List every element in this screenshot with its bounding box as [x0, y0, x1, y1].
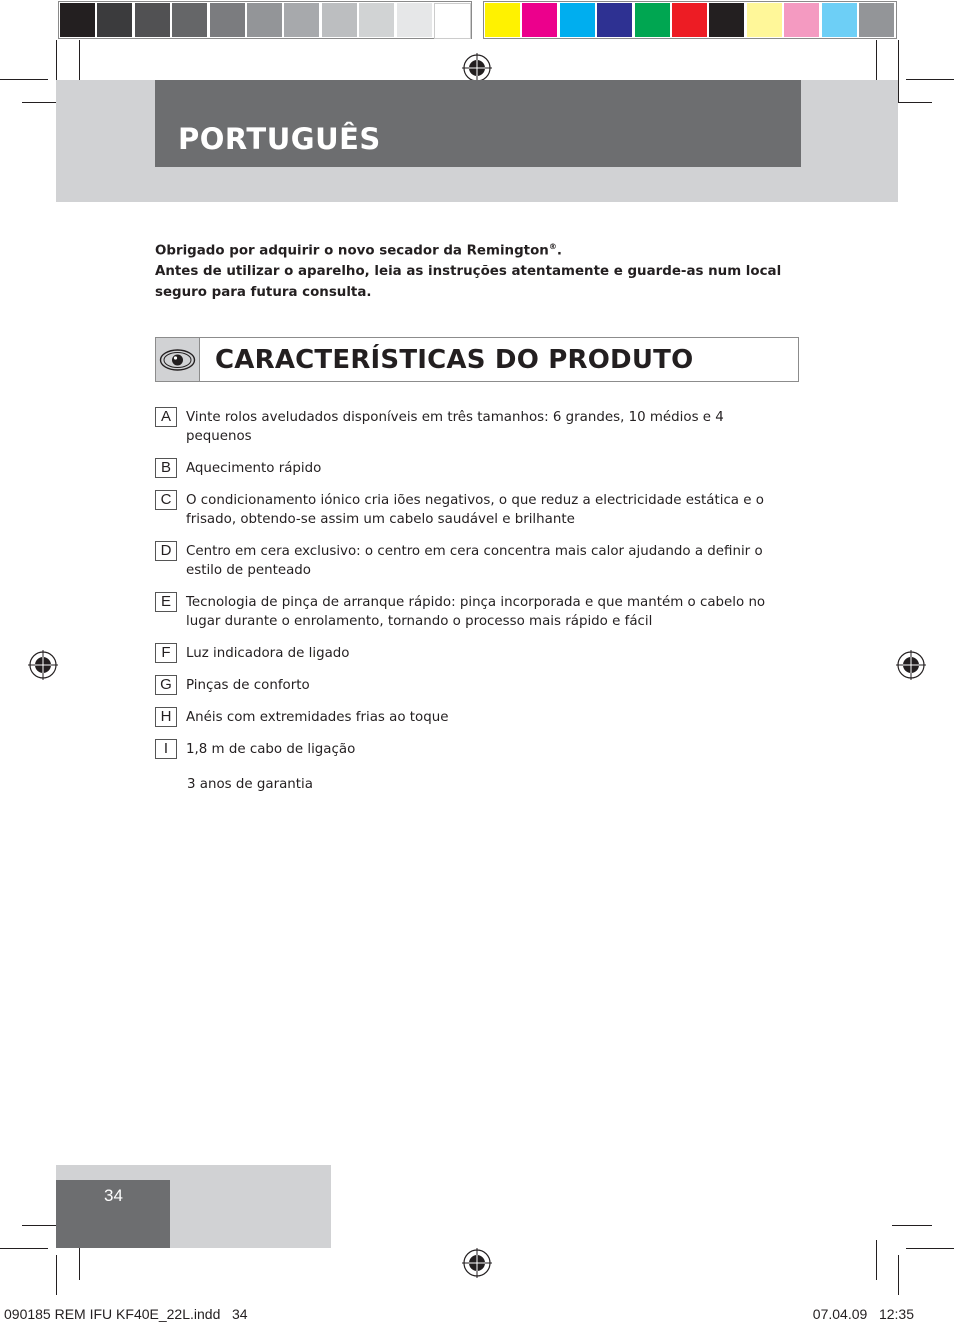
- page-number: 34: [104, 1186, 123, 1205]
- registration-mark-icon: [462, 53, 492, 83]
- process-swatch: [635, 3, 670, 37]
- gray-swatch: [135, 3, 170, 37]
- registration-mark-icon: [896, 650, 926, 680]
- gray-swatch: [97, 3, 132, 37]
- feature-text: Luz indicadora de ligado: [186, 646, 350, 661]
- gray-swatch: [60, 3, 95, 37]
- slug-filename: 090185 REM IFU KF40E_22L.indd 34: [4, 1306, 248, 1322]
- intro-line1: Obrigado por adquirir o novo secador da Remington: [155, 243, 549, 259]
- section-icon-box: [155, 337, 200, 382]
- registered-mark: ®: [548, 242, 557, 251]
- process-swatch: [822, 3, 857, 37]
- intro-line1-end: .: [556, 243, 562, 259]
- process-swatch: [784, 3, 819, 37]
- gray-swatch: [284, 3, 319, 37]
- gray-swatch: [247, 3, 282, 37]
- gray-swatch: [359, 3, 394, 37]
- feature-letter: B: [155, 458, 177, 478]
- feature-text: Vinte rolos aveludados disponíveis em três tamanhos: 6 grandes, 10 médios e 4 pequenos: [186, 410, 724, 444]
- feature-letter: C: [155, 490, 177, 510]
- feature-letter: D: [155, 541, 177, 561]
- feature-text: Aquecimento rápido: [186, 461, 322, 476]
- feature-letter: H: [155, 707, 177, 727]
- process-swatch: [597, 3, 632, 37]
- process-swatch: [522, 3, 557, 37]
- gray-swatch: [210, 3, 245, 37]
- language-title: PORTUGUÊS: [178, 122, 381, 156]
- process-swatch: [859, 3, 894, 37]
- section-title: CARACTERÍSTICAS DO PRODUTO: [215, 345, 694, 375]
- intro-text: [155, 236, 795, 303]
- registration-mark-icon: [462, 1248, 492, 1278]
- gray-swatch: [172, 3, 207, 37]
- feature-text: Tecnologia de pinça de arranque rápido: pinça incorporada e que mantém o cabelo no lugar durante o enrolamento, tornando o processo mais rápido e fácil: [186, 595, 766, 629]
- gray-swatch: [434, 3, 471, 39]
- feature-text: Centro em cera exclusivo: o centro em cera concentra mais calor ajudando a definir o estilo de penteado: [186, 544, 763, 578]
- feature-text: Pinças de conforto: [186, 678, 310, 693]
- feature-text: 1,8 m de cabo de ligação: [186, 742, 356, 757]
- process-swatch: [709, 3, 744, 37]
- process-swatch: [485, 3, 520, 37]
- process-swatch: [672, 3, 707, 37]
- registration-mark-icon: [28, 650, 58, 680]
- process-swatch: [747, 3, 782, 37]
- feature-text: Anéis com extremidades frias ao toque: [186, 710, 449, 725]
- gray-swatch: [322, 3, 357, 37]
- feature-letter: F: [155, 643, 177, 663]
- slug-date: 07.04.09 12:35: [812, 1306, 914, 1322]
- warranty-text: 3 anos de garantia: [187, 777, 313, 792]
- eye-icon: [156, 338, 199, 381]
- feature-letter: I: [155, 739, 177, 759]
- gray-swatch: [397, 3, 432, 37]
- feature-letter: A: [155, 407, 177, 427]
- intro-line2: Antes de utilizar o aparelho, leia as instruções atentamente e guarde-as num local seguro para futura consulta.: [155, 264, 782, 301]
- feature-text: O condicionamento iónico cria iões negativos, o que reduz a electricidade estática e o frisado, obtendo-se assim um cabelo saudável e brilhante: [186, 493, 764, 527]
- feature-letter: E: [155, 592, 177, 612]
- feature-letter: G: [155, 675, 177, 695]
- process-swatch: [560, 3, 595, 37]
